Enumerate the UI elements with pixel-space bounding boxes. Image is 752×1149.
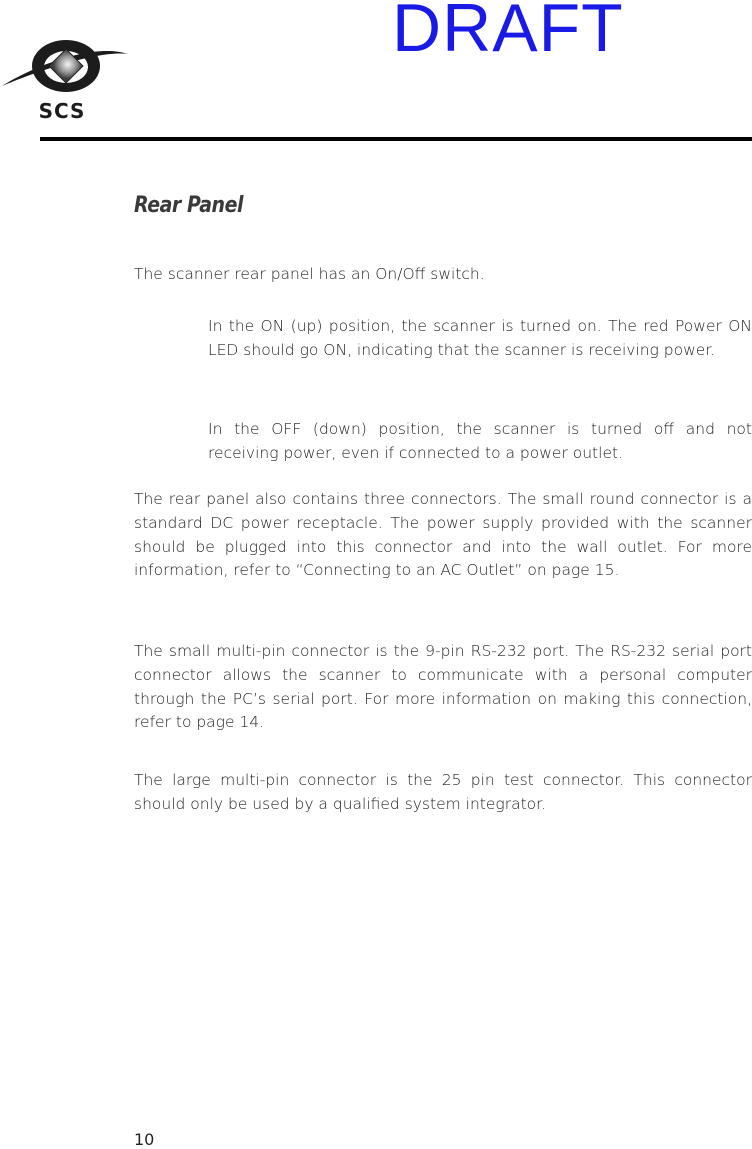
draft-watermark: DRAFT bbox=[392, 0, 624, 66]
paragraph-test-connector: The large multi-pin connector is the 25 pin test connector. This connector should only be used by a qualified system integrator. bbox=[134, 771, 752, 813]
scs-logo bbox=[0, 30, 132, 126]
page-number: 10 bbox=[134, 1130, 155, 1149]
paragraph-connectors: The rear panel also contains three connectors. The small round connector is a standard DC power receptacle. The power supply provided with the scanner should be plugged into this connector and into the wall outlet. For more information, refer to “Connecting to an AC Outlet” on page 15. bbox=[134, 490, 752, 580]
section-title: Rear Panel bbox=[134, 193, 244, 218]
paragraph-on-position: In the ON (up) position, the scanner is turned on. The red Power ON LED should go ON, indicating that the scanner is receiving power. bbox=[208, 317, 752, 359]
paragraph-intro: The scanner rear panel has an On/Off switch. bbox=[134, 265, 485, 283]
logo-text: SCS bbox=[38, 99, 86, 123]
header-rule bbox=[40, 137, 752, 141]
paragraph-off-position: In the OFF (down) position, the scanner is turned off and not receiving power, even if connected to a power outlet. bbox=[208, 420, 752, 462]
paragraph-rs232: The small multi-pin connector is the 9-pin RS-232 port. The RS-232 serial port connector allows the scanner to communicate with a personal computer through the PC’s serial port. For more information on making this connection, refer to page 14. bbox=[134, 642, 752, 732]
scs-orbit-logo-icon bbox=[0, 30, 132, 126]
